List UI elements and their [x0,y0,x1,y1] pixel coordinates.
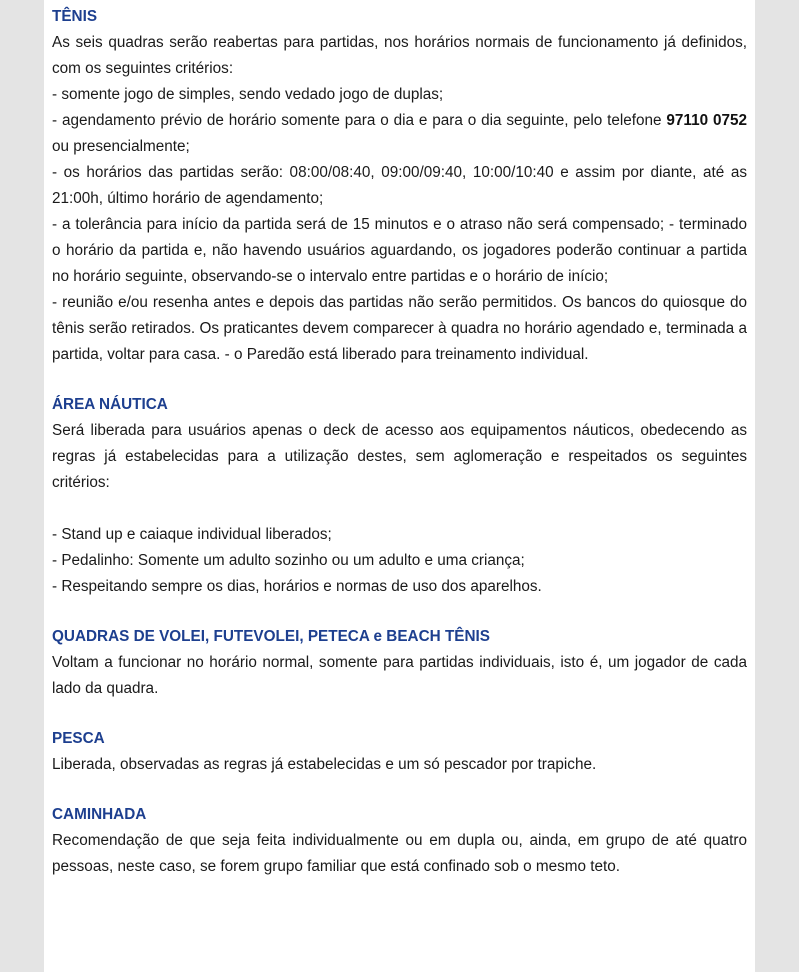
tenis-phone-number: 97110 0752 [666,112,747,129]
tenis-item-4: - a tolerância para início da partida será de 15 minutos e o atraso não será compensado; - terminado o horário da partida e, não havendo usuários aguardando, os jogadores poderão continuar a partida no horário seguinte, observando-se o intervalo entre partidas e o horário de início; [52,216,747,285]
blank-line [52,496,747,522]
tenis-item-1: - somente jogo de simples, sendo vedado jogo de duplas; [52,86,444,103]
nautica-item-2: - Pedalinho: Somente um adulto sozinho ou um adulto e uma criança; [52,552,525,569]
section-area-nautica [52,392,747,600]
section-title-pesca: PESCA [52,730,105,747]
pesca-text: Liberada, observadas as regras já estabelecidas e um só pescador por trapiche. [52,756,597,773]
nautica-item-3: - Respeitando sempre os dias, horários e normas de uso dos aparelhos. [52,578,542,595]
nautica-intro: Será liberada para usuários apenas o deck de acesso aos equipamentos náuticos, obedecendo as regras já estabelecidas para a utilização destes, sem aglomeração e respeitados os seguintes critérios: [52,422,747,491]
tenis-item-2-text: - agendamento prévio de horário somente para o dia e para o dia seguinte, pelo telefone [52,112,667,129]
document-page [44,0,755,972]
quadras-text: Voltam a funcionar no horário normal, somente para partidas individuais, isto é, um jogador de cada lado da quadra. [52,654,747,697]
nautica-item-1: - Stand up e caiaque individual liberados; [52,526,332,543]
tenis-intro: As seis quadras serão reabertas para partidas, nos horários normais de funcionamento já definidos, com os seguintes critérios: [52,34,747,77]
section-tenis [52,4,747,368]
section-title-quadras: QUADRAS DE VOLEI, FUTEVOLEI, PETECA e BEACH TÊNIS [52,628,490,645]
section-title-tenis: TÊNIS [52,8,98,25]
tenis-item-5: - reunião e/ou resenha antes e depois das partidas não serão permitidos. Os bancos do quiosque do tênis serão retirados. Os praticantes devem comparecer à quadra no horário agendado e, terminada a partida, voltar para casa. - o Paredão está liberado para treinamento individual. [52,294,747,363]
section-caminhada [52,802,747,880]
document-content [52,4,747,904]
tenis-item-2-text-end: ou presencialmente; [52,138,190,155]
section-title-caminhada: CAMINHADA [52,806,147,823]
tenis-item-2 [52,108,747,160]
section-pesca [52,726,747,778]
section-quadras [52,624,747,702]
caminhada-text: Recomendação de que seja feita individualmente ou em dupla ou, ainda, em grupo de até quatro pessoas, neste caso, se forem grupo familiar que está confinado sob o mesmo teto. [52,832,747,875]
tenis-item-3: - os horários das partidas serão: 08:00/08:40, 09:00/09:40, 10:00/10:40 e assim por diante, até as 21:00h, último horário de agendamento; [52,164,747,207]
section-title-area-nautica: ÁREA NÁUTICA [52,396,168,413]
